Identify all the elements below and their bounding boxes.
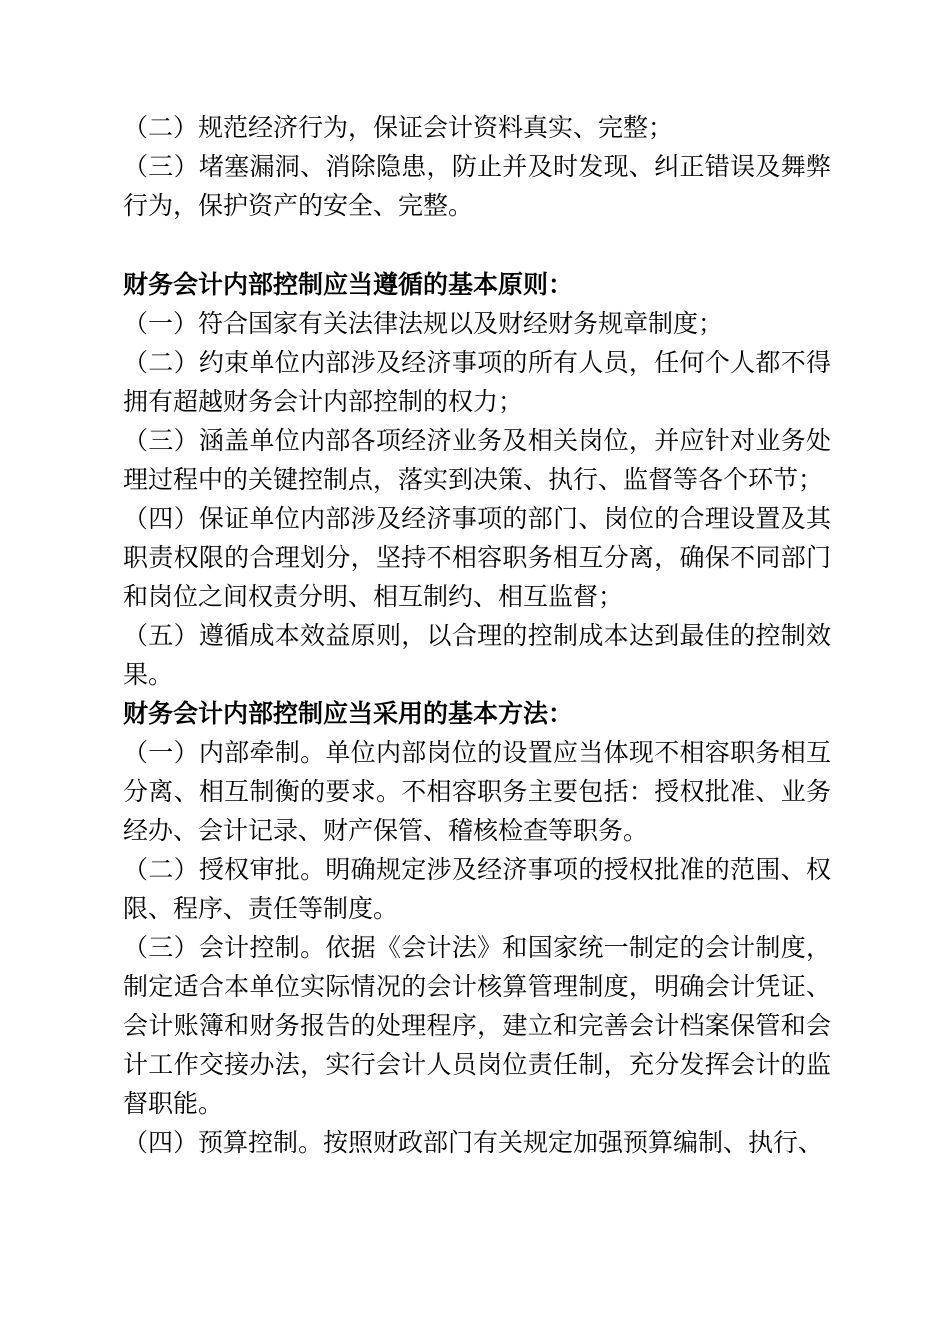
list-item: （二）规范经济行为，保证会计资料真实、完整；: [123, 113, 674, 142]
list-item: （四）保证单位内部涉及经济事项的部门、岗位的合理设置及其职责权限的合理划分，坚持不相容职务相互分离，确保不同部门和岗位之间权责分明、相互制约、相互监督；: [123, 504, 831, 611]
paragraph-gap: [123, 225, 831, 265]
document-page: [123, 108, 831, 1162]
list-item: （二）授权审批。明确规定涉及经济事项的授权批准的范围、权限、程序、责任等制度。: [123, 855, 831, 923]
list-item: （一）符合国家有关法律法规以及财经财务规章制度；: [123, 309, 724, 338]
section-heading-principles: 财务会计内部控制应当遵循的基本原则：: [123, 270, 574, 299]
list-item: （四）预算控制。按照财政部门有关规定加强预算编制、执行、: [123, 1128, 824, 1157]
section-heading-methods: 财务会计内部控制应当采用的基本方法：: [123, 699, 574, 728]
list-item: （三）会计控制。依据《会计法》和国家统一制定的会计制度，制定适合本单位实际情况的会计核算管理制度，明确会计凭证、会计账簿和财务报告的处理程序，建立和完善会计档案保管和会计工作交接办法，实行会计人员岗位责任制，充分发挥会计的监督职能。: [123, 933, 831, 1118]
list-item: （二）约束单位内部涉及经济事项的所有人员，任何个人都不得拥有超越财务会计内部控制的权力；: [123, 348, 831, 416]
list-item: （一）内部牵制。单位内部岗位的设置应当体现不相容职务相互分离、相互制衡的要求。不相容职务主要包括：授权批准、业务经办、会计记录、财产保管、稽核检查等职务。: [123, 738, 831, 845]
list-item: （三）涵盖单位内部各项经济业务及相关岗位，并应针对业务处理过程中的关键控制点，落实到决策、执行、监督等各个环节；: [123, 426, 831, 494]
list-item: （三）堵塞漏洞、消除隐患，防止并及时发现、纠正错误及舞弊行为，保护资产的安全、完整。: [123, 152, 831, 220]
list-item: （五）遵循成本效益原则，以合理的控制成本达到最佳的控制效果。: [123, 621, 831, 689]
